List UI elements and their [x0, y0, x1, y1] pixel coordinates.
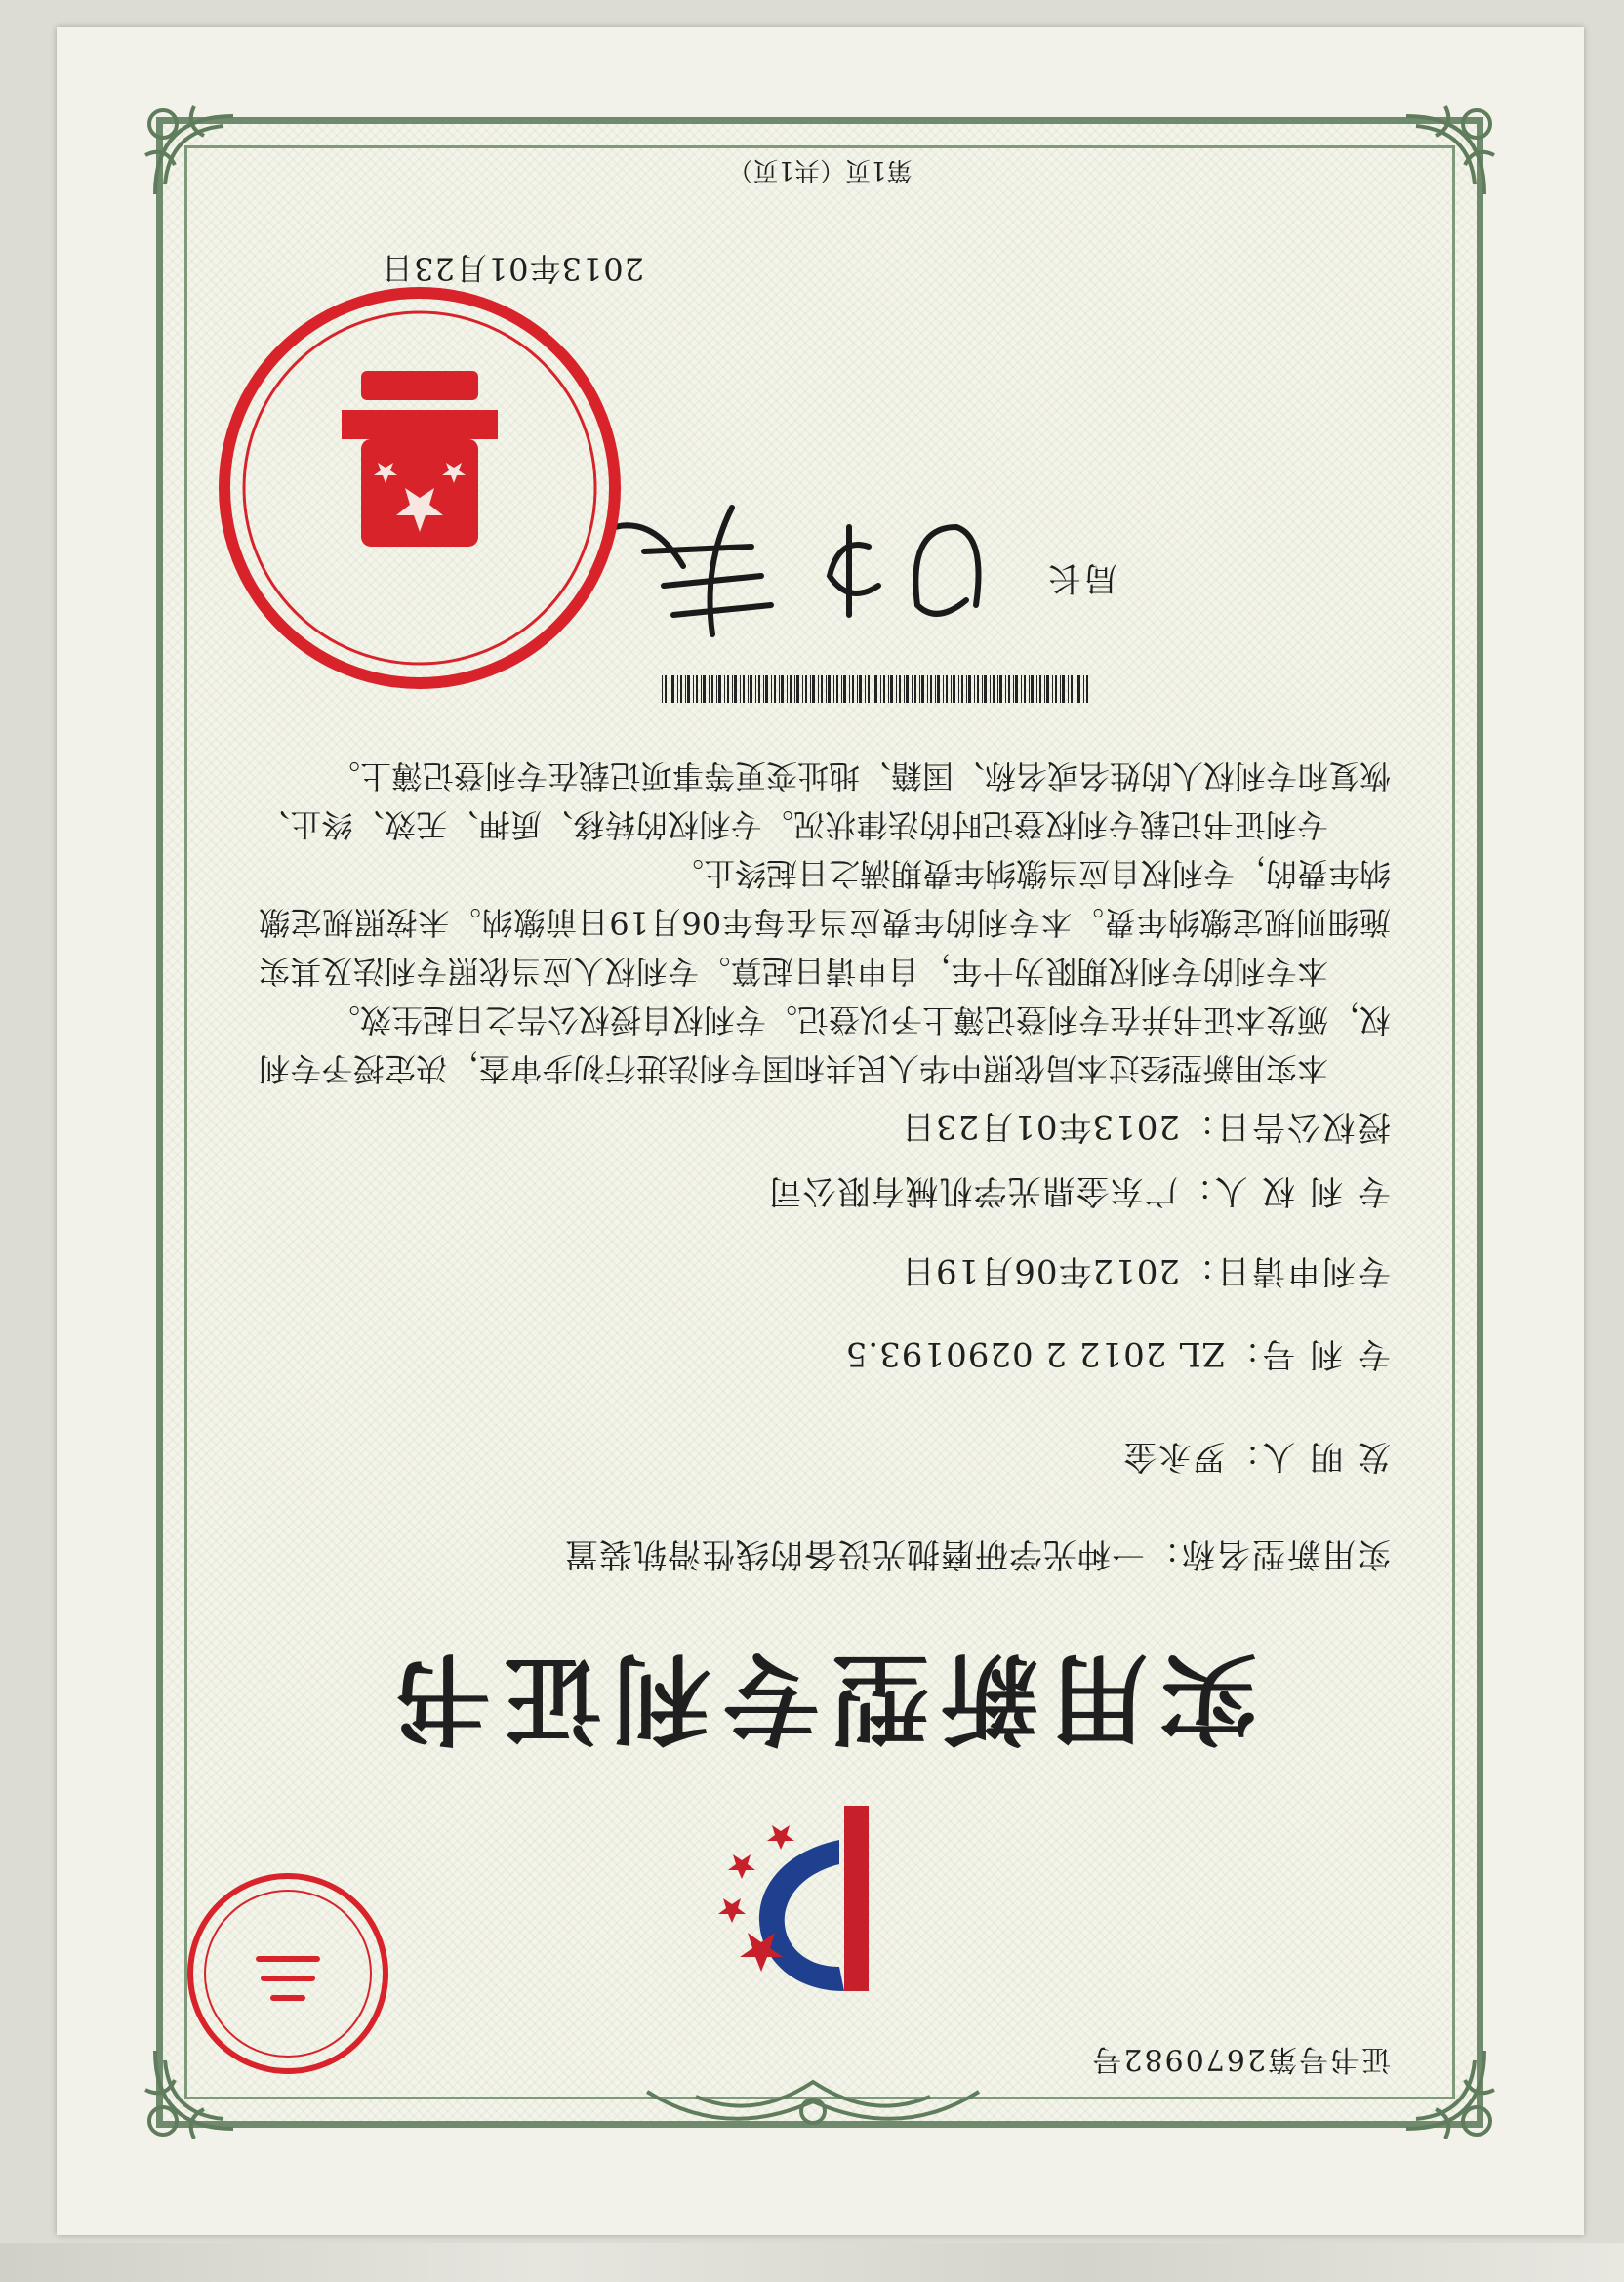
field-label: 专 利 权 人：	[1177, 1171, 1391, 1210]
body-paragraph: 本专利的专利权期限为十年，自申请日起算。专利权人应当依照专利法及其实施细则规定缴纳年费。本专利的年费应当在每年06月19日前缴纳。未按照规定缴纳年费的，专利权自应当缴纳年费期满之日起终止。	[259, 855, 1391, 990]
scan-edge-strip	[0, 2243, 1624, 2282]
body-paragraph: 本实用新型经过本局依照中华人民共和国专利法进行初步审查，决定授予专利权，颁发本证书并在专利登记簿上予以登记。专利权自授权公告之日起生效。	[259, 1001, 1391, 1087]
director-label: 局长	[1045, 558, 1117, 597]
corner-ornament-icon	[1387, 2031, 1504, 2148]
seal-date: 2013年01月23日	[381, 250, 644, 287]
director-signature-icon	[586, 498, 995, 644]
field-value: 2012年06月19日	[900, 1251, 1180, 1290]
certificate-body	[259, 752, 1391, 1093]
certificate-number: 证书号第2670982号	[1090, 2042, 1391, 2076]
field-value: 广东金鼎光学机械有限公司	[767, 1171, 1178, 1210]
field-value: 罗永金	[1122, 1437, 1226, 1476]
barcode	[659, 675, 1088, 703]
field-value: ZL 2012 2 0290193.5	[844, 1334, 1226, 1373]
patent-certificate	[156, 117, 1483, 2128]
application-date-field	[901, 1250, 1391, 1298]
field-label: 专 利 号：	[1225, 1334, 1391, 1373]
tax-bureau-stamp-icon	[181, 1866, 395, 2081]
body-paragraph: 专利证书记载专利权登记时的法律状况。专利权的转移、质押、无效、终止、恢复和专利权人的姓名或名称、国籍、地址变更等事项记载在专利登记簿上。	[259, 757, 1391, 843]
page-number: 第1页（共1页）	[727, 155, 913, 184]
certificate-title: 实用新型专利证书	[383, 1641, 1257, 1756]
inventor-field	[1122, 1436, 1391, 1484]
utility-model-name-field	[564, 1533, 1391, 1581]
field-value: 2013年01月23日	[900, 1107, 1180, 1146]
official-seal-icon	[215, 283, 625, 693]
patent-office-logo-icon	[703, 1786, 937, 2011]
patentee-field	[768, 1170, 1391, 1218]
field-label: 实用新型名称：	[1145, 1534, 1391, 1573]
field-label: 专利申请日：	[1180, 1251, 1391, 1290]
scroll-ornament-icon	[637, 2062, 989, 2150]
field-label: 发 明 人：	[1225, 1437, 1391, 1476]
grant-date-field	[901, 1106, 1391, 1154]
patent-number-field	[845, 1333, 1391, 1381]
field-value: 一种光学研磨抛光设备的线性滑轨装置	[564, 1534, 1145, 1573]
field-label: 授权公告日：	[1180, 1107, 1391, 1146]
